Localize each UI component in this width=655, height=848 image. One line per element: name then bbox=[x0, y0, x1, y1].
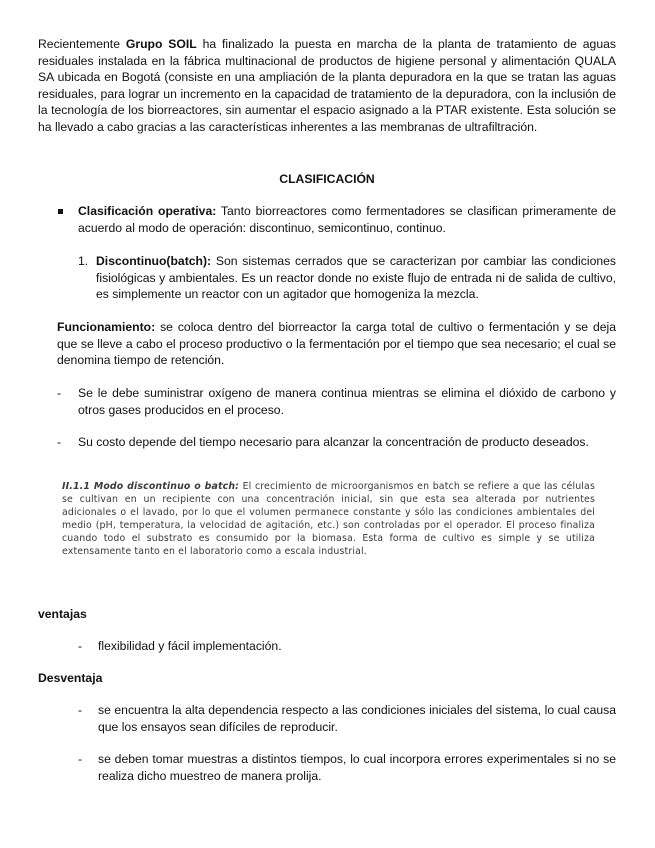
desventaja-item: se encuentra la alta dependencia respecto a las condiciones iniciales del sistema, lo cual causa que los ensayos sean difíciles de reproducir. bbox=[98, 703, 616, 734]
square-bullet-icon bbox=[58, 209, 63, 214]
dash-bullet: - bbox=[78, 639, 83, 653]
dash-bullet: - bbox=[78, 752, 83, 766]
dash-bullet: - bbox=[57, 435, 62, 449]
clasificacion-operativa-item: Clasificación operativa: Tanto biorreactores como fermentadores se clasifican primeramente de acuerdo al modo de operación: discontinuo, semicontinuo, continuo. bbox=[78, 204, 616, 235]
discontinuo-item: Discontinuo(batch): Son sistemas cerrados que se caracterizan por cambiar las condiciones fisiológicas y ambientales. Es un reactor donde no existe flujo de entrada ni de salida de cultivo, es simplemente un reactor con un agitador que homogeniza la mezcla. bbox=[96, 254, 616, 302]
section-heading: CLASIFICACIÓN bbox=[279, 172, 375, 186]
funcionamiento-paragraph: Funcionamiento: se coloca dentro del biorreactor la carga total de cultivo o fermentación y se deja que se lleve a cabo el proceso productivo o la fermentación por el tiempo que sea necesario; el cual se denomina tiempo de retención. bbox=[57, 320, 616, 368]
desventaja-title: Desventaja bbox=[38, 671, 103, 685]
desventaja-item: se deben tomar muestras a distintos tiempos, lo cual incorpora errores experimentales si no se realiza dicho muestreo de manera prolija. bbox=[98, 752, 616, 783]
dash-bullet: - bbox=[57, 386, 62, 400]
scanned-excerpt bbox=[62, 480, 595, 586]
ventajas-title: ventajas bbox=[38, 607, 87, 621]
scanned-excerpt-heading: II.1.1 Modo discontinuo o batch: bbox=[62, 481, 240, 492]
ventajas-item: flexibilidad y fácil implementación. bbox=[98, 639, 282, 653]
company-name: Grupo SOIL bbox=[125, 37, 197, 51]
scanned-excerpt-text: El crecimiento de microorganismos en batch se refiere a que las células se cultivan en un recipiente con una concentración inicial, sin que esta sea alterada por nutrientes adicionales o el lavado, por lo que el volumen permanece constante y sólo las condiciones ambientales del medio (pH, temperatura, la velocidad de agitación, etc.) son controladas por el operador. El proceso finaliza cuando todo el substrato es consumido por la biomasa. Esta forma de cultivo es simple y se utiliza extensamente tanto en el laboratorio como a escala industrial. bbox=[62, 481, 595, 558]
dash-item-oxygen: Se le debe suministrar oxígeno de manera continua mientras se elimina el dióxido de carbono y otros gases producidos en el proceso. bbox=[78, 386, 616, 417]
dash-bullet: - bbox=[78, 703, 83, 717]
dash-item-cost: Su costo depende del tiempo necesario para alcanzar la concentración de producto deseados. bbox=[78, 435, 589, 449]
list-number: 1. bbox=[78, 254, 89, 268]
intro-paragraph: Recientemente Grupo SOIL ha finalizado la puesta en marcha de la planta de tratamiento de aguas residuales instalada en la fábrica multinacional de productos de higiene personal y alimentación QUALA SA ubicada en Bogotá (consiste en una ampliación de la planta depuradora en la que se tratan las aguas residuales, para lograr un incremento en la capacidad de tratamiento de la depuradora, con la inclusión de la tecnología de los biorreactores, sin aumentar el espacio asignado a la PTAR existente. Esta solución se ha llevado a cabo gracias a las características inherentes a las membranas de ultrafiltración. bbox=[38, 37, 616, 134]
